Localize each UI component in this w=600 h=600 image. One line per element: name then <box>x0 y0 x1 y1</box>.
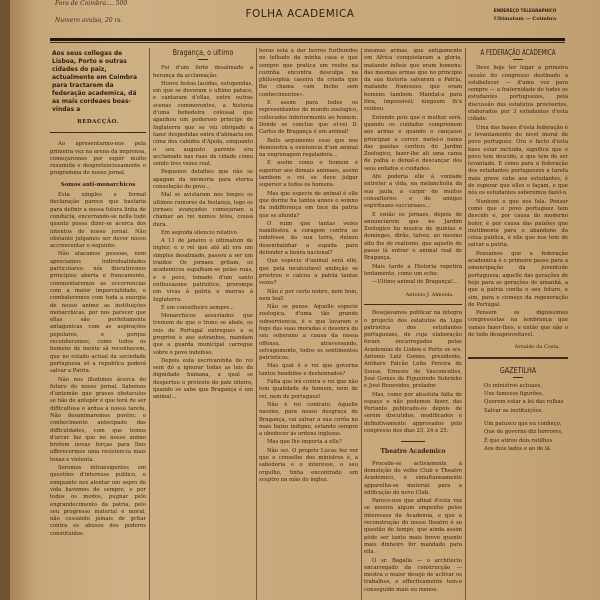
paragraph: —Ultimo animal de Bragança!... <box>372 279 459 286</box>
paragraph: Pensem os dignissimos congressistas na lembrança que vamos fazer-lhes, e então que não o de todo desaproveitavel. <box>468 310 568 338</box>
paragraph: Não se pense. Aquelle especie zoologica, d'uma tão grande subserviencia, é o que lavaram o fogo das suas moradas e desonra do seu soberano a causa da nossa offensa, atravessando, selvagemente, todos os sentimentos patrioticos. <box>259 304 358 362</box>
paragraph: Procede-se activamente á demolição do velho Club e Theatro Academico, e simultaneamente apparelha-se material para a edificação do novo Club. <box>364 460 462 496</box>
verse-line: Uns famosos figurões, <box>484 391 544 398</box>
paragraph: Bello argumento esse que nos demonstra a existencia d'um animal na engrenagem regaladora... <box>259 137 358 159</box>
article-heading: Bragança, o ultimo <box>172 48 234 57</box>
paragraph: Em seguida silencio relativo. <box>161 229 239 236</box>
intro-paragraph: Ao apresentarmo-nos pela primeira vez na arena da imprensa, começaremos por expôr muito resumida e despretenciosamente o programma do nosso jornal. <box>50 141 146 177</box>
column-divider <box>256 48 257 600</box>
verse-line: Salvar as instituições. <box>484 407 543 414</box>
divider <box>364 304 462 306</box>
paragraph: Que especie d'animal será elle, que pela incalculavel ambição se prostrou e calcou a patria tantas vezes? <box>259 258 358 287</box>
paragraph: Seremos intransigentes em questões d'interesse publico, e emquanto nos alentar um sopro de vida havemos de sempre, e por todos os modos, pugnar pelo engrandecimento da patria, pelo seu progresso material e moral, não cessando jámais de gritar contra os abusos dos poderes constituidos. <box>50 465 146 537</box>
paragraph: horas está a dar berros furibundos no telhado da minha casa e que sempre que pratica um roubo na cozinha encontra desculpa na philosophia caseira da criada que lhe chama «um bicho sem conhecimentos». <box>259 48 358 98</box>
telegraph-label: ENDEREÇO TELEGRAPHICO <box>493 8 557 13</box>
newspaper-title: FOLHA ACADEMICA <box>245 8 355 20</box>
paragraph: Não é por certo nobre, nem bom, nem leal! <box>259 288 358 302</box>
greeting-signature: REDACÇÃO. <box>77 119 119 125</box>
verse-line: Aos dois lados e ao de lá. <box>484 445 552 452</box>
paragraph: Pequenos detalhes que não se apagam da memoria para eterna consolação do povo... <box>153 169 253 191</box>
paragraph: E então os jornaes, depois de annunciarem que no Jardim Zoologico ha musica de quintas e domingos, dirão, talvez, ao mesmo alto lhe de realismo, que aquelle de passo lá entrar o animal real de Bragança. <box>364 211 462 262</box>
article-heading: A FEDERAÇÃO ACADEMICA <box>480 48 556 57</box>
divider <box>513 59 523 60</box>
column-divider <box>149 48 150 600</box>
telegraph-address: Ultimatum — Coimbra <box>493 16 557 22</box>
paragraph: É um conselheiro sempre... <box>161 304 235 311</box>
verse-line: Um patusco que eu conheço, <box>484 421 562 428</box>
paragraph: Não nos illudimos ácerca do futuro do nosso jornal. Sabemos d'antemão que graves obstaculos se hão de antepôr e que terá de ser difficultosa e ardua a nossa tarefa. Não desanimaremos porém; o conhecimento antecipado das difficuldades, com que temos d'arcar faz que no nosso animo brotem novas forças para lhes offerecermos uma resistencia mais tenaz e violenta. <box>50 376 146 463</box>
price-line: Numero avulso, 20 rs. <box>55 17 123 24</box>
paragraph: Mais tarde a Historia repetirá lentamente, como um echo: <box>364 263 462 277</box>
paragraph: Uma das bases d'esta federação é o levantamento do nivel moral de povo portuguez. Ora o facto d'esta base estar incluida, significa que o povo tem descido, e que tem de ser levantado. E como para a federação dos estudantes portuguezes a tarefa mais grave cabe aos estudantes, é de esperar que elles o façam, e que nós os estudantes saberemos fazel-o. <box>468 124 568 197</box>
column-2 <box>153 48 253 600</box>
paragraph: Mal se avistaram nos longes os ultimos rumores da festança, logo os jornaes avançados começaram a chamar ao rei nomes feios, cousa dura. <box>153 192 253 228</box>
paragraph: Foi d'um forte desalmado a herança da acclamação. <box>153 65 253 79</box>
paragraph: Mas, como por absoluta falta de espaço o não podemos fazer, das Portanto publicado-os depois de serem discutidos, modificados e definitivamente approvados pelo congresso dos dias 23, 24 e 25. <box>364 391 462 435</box>
paragraph: Mas que lhe importa a elle? <box>267 439 342 446</box>
divider <box>468 357 568 359</box>
masthead-rule-thin <box>50 42 565 43</box>
column-5 <box>468 48 568 600</box>
paragraph: Falta que irá contra o rei que não tem qualidade de homem, nem de rei, nem de portuguez! <box>259 379 358 400</box>
paragraph: O ruim que tantas vezes manifestou a coragem contra os indefesos da sua terra, deixou desembainhar a espada para defender a honra nacional? <box>259 220 358 257</box>
paragraph: Monarchicos assustados que tremem de que o trono se abale, os reis de Portugal entregues a si proprios e aos estranhos, mandam que a guarda municipal carregue sobre o povo indefeso. <box>153 313 253 356</box>
column-4 <box>364 48 462 600</box>
paragraph: Pensamos que a federação academica é o primeiro passo para a emancipação da juventude portugueza; aquelle das gerações de hoje para as gerações de amanhã, a que a patria confia o seu futuro, e sim, para o começo da regeneração de Portugal. <box>468 250 568 308</box>
paragraph: Nenhum o que nos fala. Pensar como que o povo portuguez tem descido e, por causa do moderno bolor, é por causa das paixões que inutilmente para o abandono da coisa publica, é elle que nos tem de salvar a patria. <box>468 198 568 249</box>
paragraph: Mas qual é o rei que governa tantos bandidos e deshonrados? <box>259 363 358 377</box>
paragraph: mesmas armas, que antigamente em Africa conquistaram a gloria, matando infieis que eram homens; das mesmas armas que no principio da sua historia salvaram a Patria, matando francezes que eram homens tambem. Mandal-a para fóra, impossivel; ninguem lh'a roubou. <box>364 48 462 113</box>
article-signature: Antonio J. Almeida. <box>405 291 454 298</box>
article-signature: Arnaldo da Costa. <box>514 344 560 351</box>
column-divider <box>361 48 362 600</box>
divider <box>50 132 146 133</box>
section-heading: GAZETILHA <box>499 365 537 375</box>
paragraph: Houve festas lauidas, estupendas, em que se devoram o ultimo pataco, e cantaram d'ellas, entre outras scenas commoventes, a historia d'uma bebedeira colossal que apanhou um poderoso principe de Inglaterra que se viu obrigado a fazer despedidas entre d'alimaria em cima dos cabides d'Ajuda, emquanto o seu augusto parente era acclamado nas ruas da cidade como sendo tres vezes real. <box>153 80 253 168</box>
verse-line: Querem estar a lei das rolhas <box>484 399 564 406</box>
masthead-rule <box>50 38 565 41</box>
paragraph: Parece-nos que afinal d'esta vez se mostra algum empenho pelos interesses da Academia, e que a reconstrução do nosso theatro é so questão de tempo, que ainda assim pôde ser tanto mais breve quanto mais dinheiro for mandado para ella. <box>364 498 462 556</box>
column-1 <box>50 48 146 600</box>
divider <box>198 59 208 60</box>
verse-line: Os ministros actuaes, <box>484 382 542 389</box>
section-heading: Theatro Academico <box>380 448 446 456</box>
subscription-line: Fora de Coimbra.... 500 <box>55 0 128 7</box>
paragraph: Deve hoje ter logar a primeira sessão do congresso destinado a estabelecer — d'uma vez para sempre — a fraternidade de todos os estudantes portuguezes, pela discussão das estatutos provisorios, elaborados por 3 estudantes d'esta cidade. <box>468 65 568 123</box>
paragraph: E assim para todos os representantes do mundo zoologico, collocados inferiormente ao homem. Donde se conclue que el-rei D. Carlos de Bragança é um animal! <box>259 100 358 136</box>
paragraph: O sr. Bagalia — o architecto encarregado da construcção — mostra o maior desejo de activar os trabalhos, e effectivamente tem-o conseguido mais ou menos. <box>364 557 462 593</box>
paragraph: Depois esta escrivaninha do rei sem dó a ignorar todas as leis da dignidade humana, a qual se despertou o protesto do paiz inteiro, quando se sabe que Bragança é um animal... <box>153 357 253 401</box>
torn-page-edge <box>0 0 10 600</box>
verse-line: Que do governo diz horrores, <box>484 429 563 436</box>
paragraph: Não é rei contrato. Aquelle mesmo, para nosso desgraça de Bragança, vai salvar a sua corôa no mais baixo indigno, estando sempre a obedecer ás ordens inglezas. <box>259 401 358 438</box>
divider <box>513 377 523 378</box>
column-divider <box>465 48 466 600</box>
paragraph: Mas que especie de animal é elle que dorme ha tantos annos o somno da indifferença em face da patria que se afunda? <box>259 190 358 219</box>
paragraph: Não atacamos pessoas, nem apreciamos individualidades particulares; nós discutiremos principios aberta e francamente, commentaremos as occorrencias com a maior imparcialidade, e combateremos com toda a energia de nosso animo as instituições monarchicas, por nos parecer que ellas são perfeitamente antagonicas com as aspirações populares, e porque reconhecemos, como todos os homens de mente sã reconhecem, que no estado actual da sociedade portugueza só a republica poderá salvar a Patria. <box>50 251 146 375</box>
paragraph: Desejavamos publicar na integra o projecto dos estatutos da Liga patriotica dos estudantes portuguezes, de cuja elaboração foram encarregados pelas Academias de Lisboa e Porto os srs. Antonio Luiz Gomes, presidente, Anthero Falcão Leite Pereira de Sousa, Ernesto de Vasconcellos, José Gomes de Figueiredo Sobrinho e José Benevides, prelador. <box>364 310 462 390</box>
paragraph: Não sei. O proprio Lucas fez ver que o conselho dos ministros é, a sabedoria e o interesse, o seu orgulho, tinha encontrado um sceptro na mão do inglez. <box>259 447 358 483</box>
greeting-box: Aos seus collegas de Lisboa, Porto e outras cidades do paiz, actualmente em Coimbra para tractarem da federação academica, dá as mais cordeaes boas-vindas a <box>52 50 138 113</box>
column-3 <box>259 48 358 600</box>
paragraph: Esta simples e formal declaração parece que bastaria para definir a nossa futura linha de conducta, encerrando-se nella tudo quanto possa dizer-se ácerca dos intentos do nosso jornal. Não obstante julgamos ser dever nosso accrescentar o seguinte: <box>50 192 146 250</box>
masthead-right <box>470 8 580 22</box>
paragraph: Entendo pois que o melhor será, quando os cuidados compremem aos armas e quando o cançasso principiar a correr, metel-o numa das gaiolas centros do Jardim Zoologico, fazer-lhe ali uma cama de palha e deixal-o descançar dos seus enfados e cuidados. <box>364 114 462 172</box>
divider <box>401 441 425 442</box>
section-heading: Somos anti-monarchicos <box>60 181 136 188</box>
paragraph: A 11 de janeiro o ultimatum de inglez; e o rei que até ali era um simples desalmado, passou a ser um traidor. Os jornaes gritam, os academicos espalham-se pelas ruas, e o povo, tomado d'um santo enthusiasmo patriotico, prorompe em vivas á patria e morras á Inglaterra. <box>153 238 253 303</box>
verse-line: É que atirou dois ratilhos <box>484 437 553 444</box>
paragraph: Ahi poderia elle á vontade entreter a vida, na melancholia da sua jaula, a carpir de muitos consultorios e de amigos espirituaes succursaes... <box>364 174 462 210</box>
paragraph: E assim como o homem é superior aos demais animaes, assim tambem o rei se deve julgar superior a todos os homens. <box>259 160 358 189</box>
